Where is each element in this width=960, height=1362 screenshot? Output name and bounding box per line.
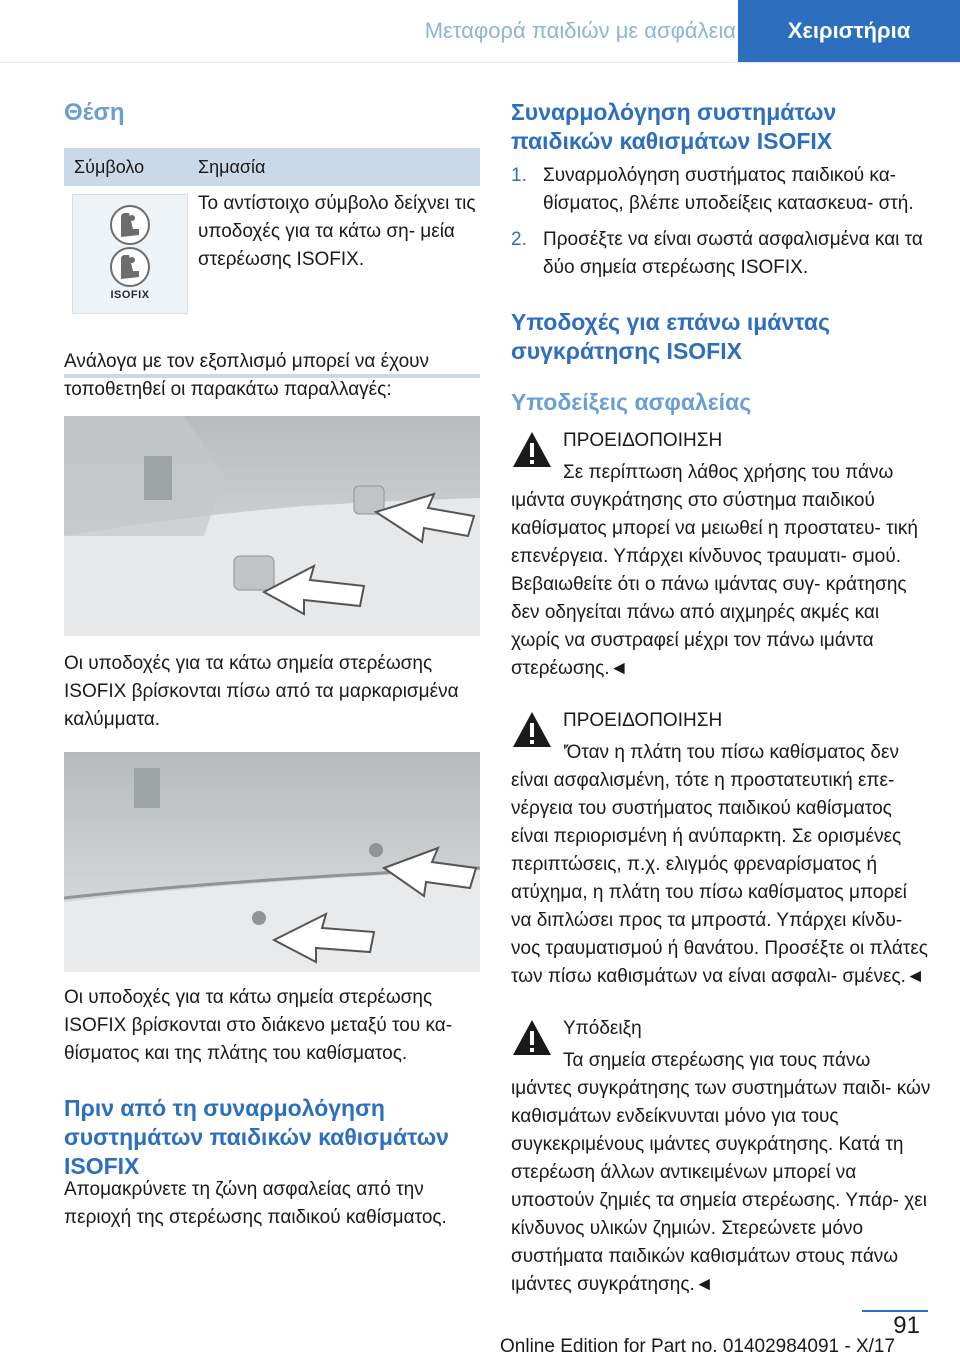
warning-block	[511, 427, 931, 683]
warning-triangle-icon	[511, 709, 553, 751]
warning-title: ΠΡΟΕΙΔΟΠΟΙΗΣΗ	[563, 710, 723, 731]
edition-note: Online Edition for Part no. 01402984091 - X/17	[500, 1336, 896, 1357]
table-header-symbol: Σύμβολο	[74, 157, 145, 177]
before-assembly-text: Απομακρύνετε τη ζώνη ασφαλείας από την περιοχή της στερέωσης παιδικού καθίσματος.	[64, 1179, 447, 1228]
list-item	[511, 162, 931, 218]
caption-covers: Οι υποδοχές για τα κάτω σημεία στερέωσης ISOFIX βρίσκονται πίσω από τα μαρκαρισμένα καλύμματα.	[64, 653, 459, 730]
step-number: 1.	[511, 165, 527, 186]
heading-safety: Υποδείξεις ασφαλείας	[511, 389, 752, 415]
notice-text: Τα σημεία στερέωσης για τους πάνω ιμάντες συγκράτησης των συστημάτων παιδι- κών καθισμάτων ενδείκνυνται μόνο για τους συγκεκριμένους ιμάντες συγκράτησης. Κατά τη στερέωση άλλων αντικειμένων μπορεί να υποστούν ζημιές τα σημεία στερέωσης. Υπάρ- χει κίνδυνος υλικών ζημιών. Στερεώνετε μόνο συστήματα παιδικών καθισμάτων στους πάνω ιμάντες συγκράτησης.◄	[511, 1050, 931, 1295]
header-section-title: Μεταφορά παιδιών με ασφάλεια	[424, 18, 736, 43]
notice-title: Υπόδειξη	[563, 1018, 642, 1039]
step-number: 2.	[511, 229, 527, 250]
warning-text: Σε περίπτωση λάθος χρήσης του πάνω ιμάντα συγκράτησης στο σύστημα παιδικού καθίσματος μπορεί να μειωθεί η προστατευ- τική επενέργεια. Υπάρχει κίνδυνος τραυματι- σμού. Βεβαιωθείτε ότι ο πάνω ιμάντας συγ- κράτησης δεν οδηγείται πάνω από αιχμηρές ακμές και χωρίς να συστραφεί μέχρι τον πάνω ιμάντα στερέωσης.◄	[511, 462, 918, 679]
right-column	[511, 98, 931, 1299]
header-chapter-tab: Χειριστήρια	[738, 0, 960, 62]
warning-text: 'Όταν η πλάτη του πίσω καθίσματος δεν είναι ασφαλισμένη, τότε η προστατευτική επε- νέργεια του συστήματος παιδικού καθίσματος είναι περιορισμένη ή ανύπαρκτη. Σε ορισμένες περιπτώσεις, π.χ. ελιγμός φρεναρίσματος ή ατύχημα, η πλάτη του πίσω καθίσματος μπορεί να διπλώσει προς τα μπροστά. Υπάρχει κίνδυ- νος τραυματισμού ή θανάτου. Προσέξτε οι πλάτες των πίσω καθισμάτων να είναι ασφαλι- σμένες.◄	[511, 742, 928, 987]
warning-title: ΠΡΟΕΙΔΟΠΟΙΗΣΗ	[563, 430, 723, 451]
symbol-table	[64, 148, 480, 330]
warning-block	[511, 707, 931, 991]
symbol-meaning-text: Το αντίστοιχο σύμβολο δείχνει τις υποδοχές για τα κάτω ση- μεία στερέωσης ISOFIX.	[198, 193, 476, 270]
warning-triangle-icon	[511, 1017, 553, 1059]
page-number: 91	[893, 1312, 920, 1339]
heading-upper-tether: Υποδοχές για επάνω ιμάντας συγκράτησης ISOFIX	[511, 309, 830, 364]
step-text: Συναρμολόγηση συστήματος παιδικού κα- θίσματος, βλέπε υποδείξεις κατασκευα- στή.	[543, 165, 914, 214]
step-text: Προσέξτε να είναι σωστά ασφαλισμένα και τα δύο σημεία στερέωσης ISOFIX.	[543, 229, 923, 278]
table-header-meaning: Σημασία	[198, 157, 266, 177]
notice-block	[511, 1015, 931, 1299]
list-item	[511, 226, 931, 282]
heading-before-assembly: Πριν από τη συναρμολόγηση συστημάτων παιδικών καθισμάτων ISOFIX	[64, 1095, 449, 1179]
intro-text: Ανάλογα με τον εξοπλισμό μπορεί να έχουν τοποθετηθεί οι παρακάτω παραλλαγές:	[64, 351, 430, 400]
heading-position: Θέση	[64, 99, 125, 126]
heading-assembly: Συναρμολόγηση συστημάτων παιδικών καθισμάτων ISOFIX	[511, 99, 837, 154]
isofix-covers-photo	[64, 416, 480, 636]
isofix-icon-label: ISOFIX	[110, 289, 150, 301]
isofix-gap-photo	[64, 752, 480, 972]
left-column	[64, 98, 480, 1228]
caption-gap: Οι υποδοχές για τα κάτω σημεία στερέωσης ISOFIX βρίσκονται στο διάκενο μεταξύ του κα- θίσματος και της πλάτης του καθίσματος.	[64, 987, 453, 1064]
assembly-steps	[511, 162, 931, 282]
page-header	[0, 0, 960, 63]
warning-triangle-icon	[511, 429, 553, 471]
table-header-row	[64, 148, 480, 186]
isofix-symbol-cell	[72, 194, 188, 314]
table-row	[64, 194, 480, 330]
